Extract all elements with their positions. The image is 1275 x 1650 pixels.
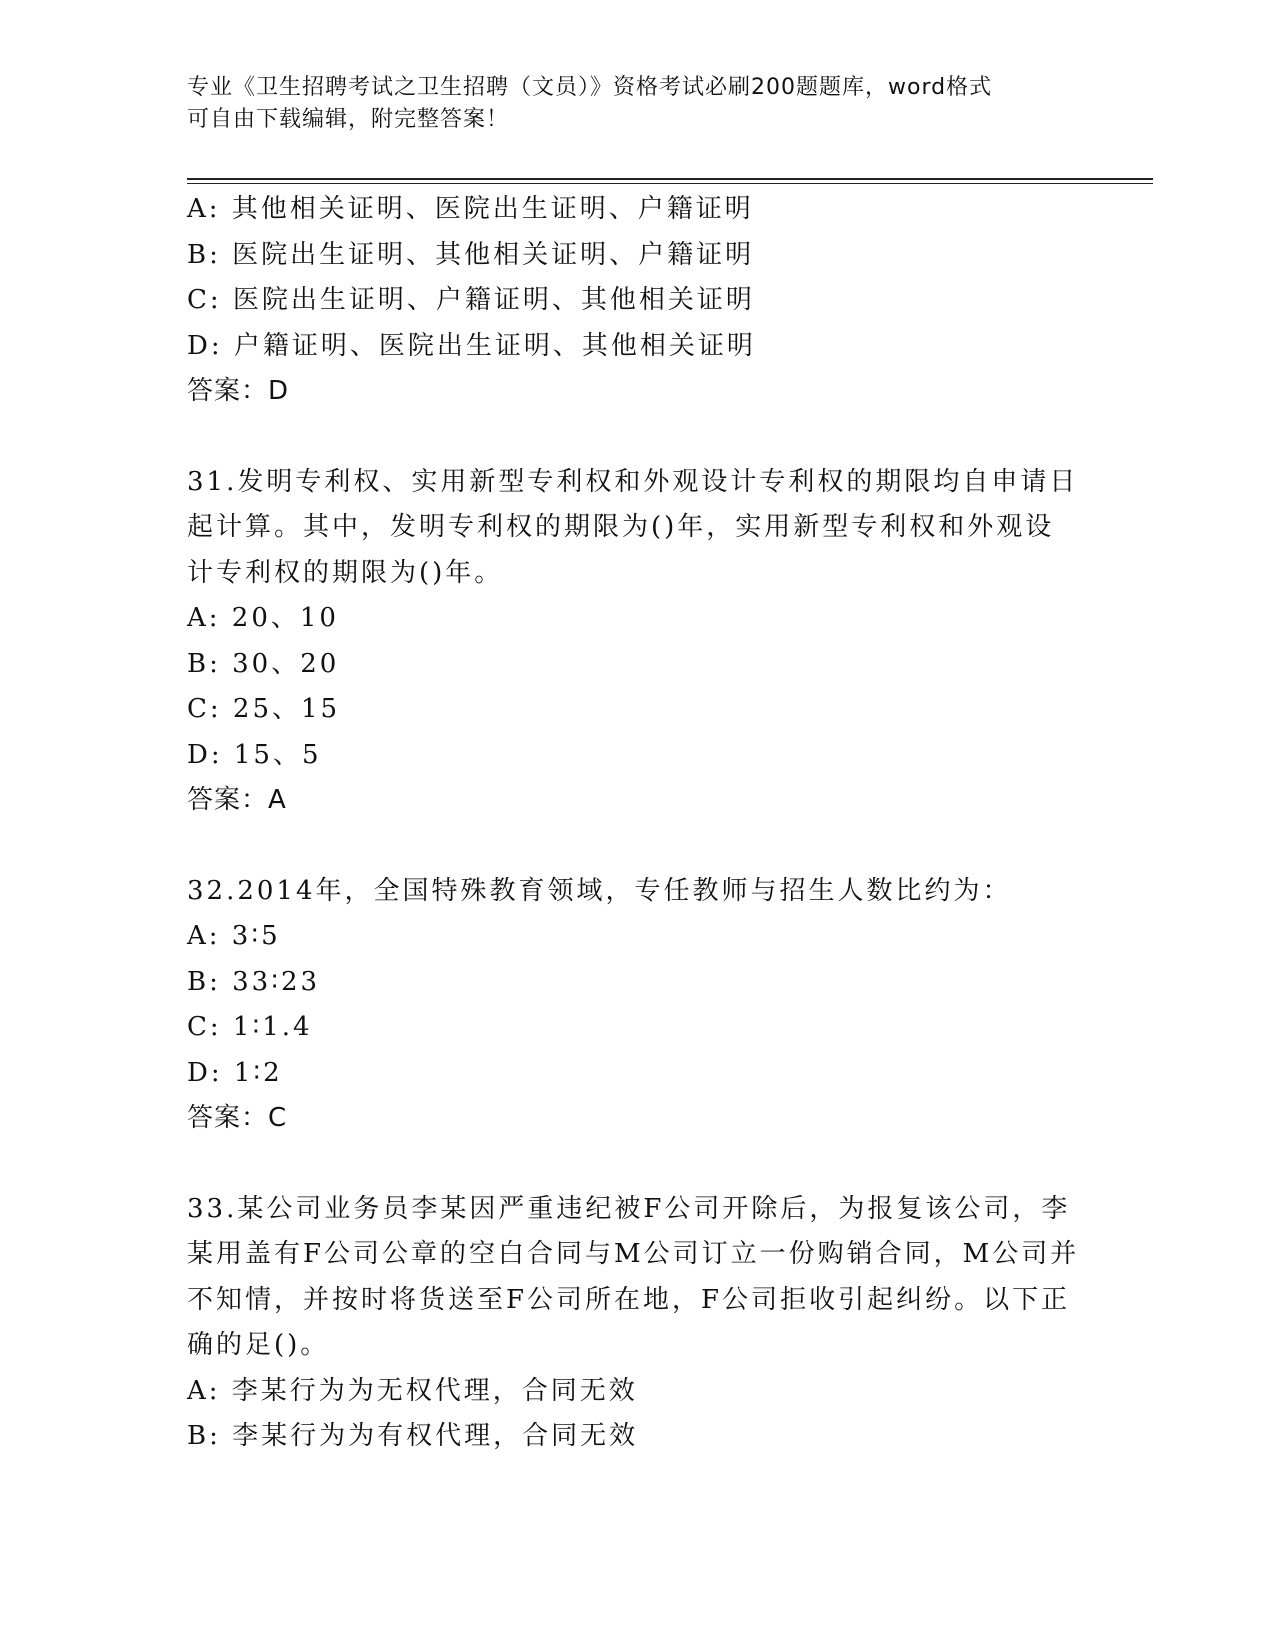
option-b: B: 33∶23 — [187, 966, 321, 997]
option-d: D: 1∶2 — [187, 1057, 283, 1088]
question-stem-line: 33.某公司业务员李某因严重违纪被F公司开除后，为报复该公司，李 — [187, 1193, 1071, 1224]
option-a: A: 李某行为为无权代理，合同无效 — [187, 1375, 638, 1406]
header-rule-thin — [187, 183, 1153, 184]
option-c: C: 医院出生证明、户籍证明、其他相关证明 — [187, 285, 755, 315]
option-c: C: 1∶1.4 — [187, 1012, 313, 1042]
question-stem-line: 起计算。其中，发明专利权的期限为()年，实用新型专利权和外观设 — [187, 512, 1055, 542]
option-b: B: 李某行为为有权代理，合同无效 — [187, 1421, 639, 1451]
question-32 — [187, 869, 1087, 1142]
question-stem-line: 32.2014年，全国特殊教育领域，专任教师与招生人数比约为： — [187, 875, 1012, 906]
option-a: A: 其他相关证明、医院出生证明、户籍证明 — [187, 194, 754, 224]
question-stem-line: 某用盖有F公司公章的空白合同与M公司订立一份购销合同，M公司并 — [187, 1239, 1080, 1269]
option-a: A: 3∶5 — [187, 921, 281, 951]
option-b: B: 医院出生证明、其他相关证明、户籍证明 — [187, 239, 755, 270]
question-stem-line: 计专利权的期限为()年。 — [187, 557, 504, 588]
option-d: D: 15、5 — [187, 739, 322, 770]
header-rule-thick — [187, 178, 1153, 180]
document-header — [187, 72, 1067, 136]
question-content — [187, 187, 1087, 1460]
question-33 — [187, 1187, 1087, 1460]
answer: 答案：A — [187, 785, 287, 815]
answer: 答案：D — [187, 376, 290, 406]
question-stem-line: 确的足()。 — [187, 1330, 330, 1360]
header-line-2: 可自由下载编辑，附完整答案！ — [187, 107, 510, 132]
option-d: D: 户籍证明、医院出生证明、其他相关证明 — [187, 330, 756, 361]
question-31 — [187, 460, 1087, 824]
question-stem-line: 31.发明专利权、实用新型专利权和外观设计专利权的期限均自申请日 — [187, 466, 1079, 497]
option-c: C: 25、15 — [187, 694, 341, 724]
option-a: A: 20、10 — [187, 603, 339, 633]
question-30 — [187, 187, 1087, 415]
question-stem-line: 不知情，并按时将货送至F公司所在地，F公司拒收引起纠纷。以下正 — [187, 1284, 1071, 1315]
header-line-1: 专业《卫生招聘考试之卫生招聘（文员）》资格考试必刷200题题库，word格式 — [187, 75, 993, 100]
option-b: B: 30、20 — [187, 648, 340, 679]
answer: 答案：C — [187, 1103, 288, 1133]
